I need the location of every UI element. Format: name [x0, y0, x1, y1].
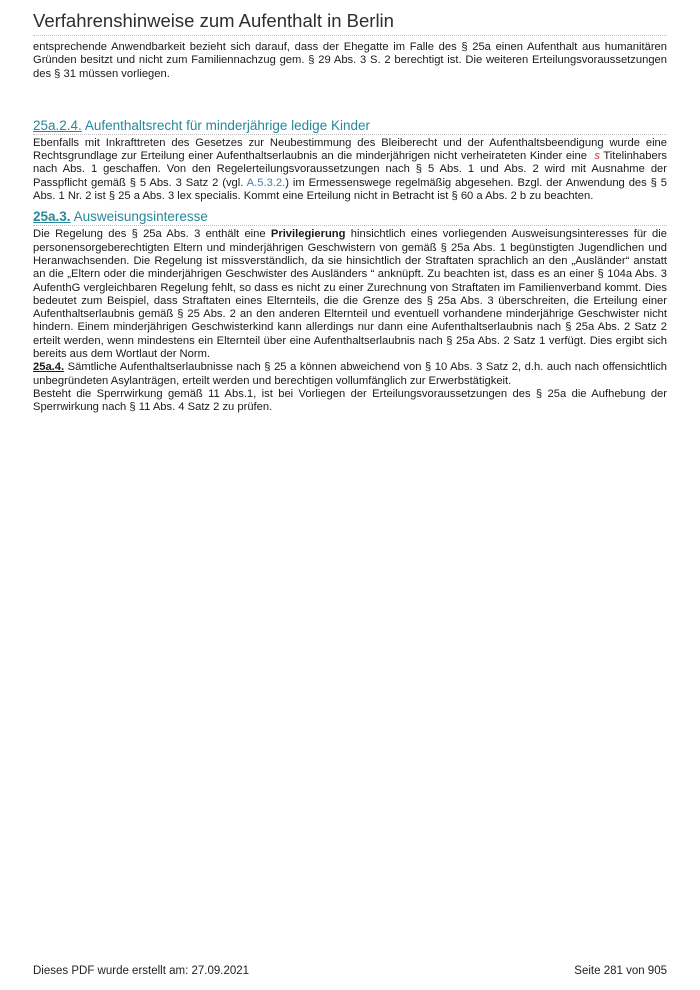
- spacer: [33, 81, 667, 118]
- section-4-text: Sämtliche Aufenthaltserlaubnisse nach § 25 a können abweichend von § 10 Abs. 3 Satz 2, d.h. auch nach offensichtlich unbegründeten Asylanträgen, erteilt werden und berechtigen vollumfänglich zur Erwerbstätigkeit.: [33, 361, 668, 387]
- document-body: [33, 41, 667, 415]
- section-2-4-marker: s: [594, 150, 600, 163]
- section-4-paragraph: [33, 361, 667, 388]
- section-2-4-paragraph: [33, 137, 667, 203]
- section-3-heading: [33, 209, 667, 226]
- section-3-bold-word: Privilegierung: [270, 228, 346, 241]
- intro-paragraph: entsprechende Anwendbarkeit bezieht sich darauf, dass der Ehegatte im Falle des § 25a einen Aufenthalt aus humanitären Gründen besitzt und nicht zum Familiennachzug gem. § 29 Abs. 3 S. 2 berechtigt ist. Die weiteren Erteilungsvoraussetzungen des § 31 müssen vorliegen.: [33, 41, 667, 80]
- footer-created-date: Dieses PDF wurde erstellt am: 27.09.2021: [33, 965, 250, 977]
- section-3-title: Ausweisungsinteresse: [73, 209, 208, 225]
- section-2-4-text-2: Titelinhabers nach Abs. 1 geschaffen. Von den Regelerteilungsvoraussetzungen nach § 5 Abs. 1 und Abs. 2 wird mit Ausnahme der Passpflicht gemäß § 5 Abs. 3 Satz 2 (vgl.: [33, 150, 668, 189]
- section-2-4-text-3: ) im Ermessenswege regelmäßig abgesehen. Bzgl. der Anwendung des § 5 Abs. 1 Nr. 2 ist § 25 a Abs. 3 lex specialis. Kommt eine Erteilung nicht in Betracht ist § 60 a Abs. 2 b zu beachten.: [33, 176, 667, 203]
- section-3-number[interactable]: 25a.3.: [33, 209, 71, 225]
- closing-paragraph: Besteht die Sperrwirkung gemäß 11 Abs.1, ist bei Vorliegen der Erteilungsvoraussetzungen des § 25a die Aufhebung der Sperrwirkung nach § 11 Abs. 4 Satz 2 zu prüfen.: [33, 387, 667, 414]
- section-2-4-heading: [33, 118, 667, 135]
- section-2-4-title: Aufenthaltsrecht für minderjährige ledige Kinder: [84, 117, 370, 133]
- section-4-number[interactable]: 25a.4.: [33, 361, 65, 374]
- footer-page-number: Seite 281 von 905: [574, 965, 667, 977]
- section-2-4-number[interactable]: 25a.2.4.: [33, 117, 82, 133]
- section-3-paragraph: [33, 228, 667, 361]
- section-3-text-2: hinsichtlich eines vorliegenden Ausweisungsinteresses für die personensorgeberechtigten Eltern und minderjährigen Geschwistern von gemäß § 25a Abs. 1 begünstigten Jugendlichen und Heranwachsenden. Die Regelung ist missverständlich, da sie hinsichtlich der Straftaten sprachlich an den „Ausländer“ anstatt an die „Eltern oder die minderjährigen Geschwister des Ausländers “ anknüpft. Zu beachten ist, dass es an einer § 104a Abs. 3 AufenthG vergleichbaren Regelung fehlt, so dass es nicht zu einer Zurechnung von Straftaten im Familienverband kommt. Dies bedeutet zum Beispiel, dass Straftaten eines Elternteils, die die Grenze des § 25a Abs. 3 überschreiten, die Erteilung einer Aufenthaltserlaubnis gemäß § 25 Abs. 2 an den anderen Elternteil und eventuell vorhandene minderjährige Geschwister nicht hindern. Einem minderjährigen Geschwisterkind kann allerdings nur dann eine Aufenthaltserlaubnis nach § 25a Abs. 2 Satz 2 erteilt werden, wenn mindestens ein Elternteil über eine Aufenthaltserlaubnis nach § 25a Abs. 2 Satz 1 verfügt. Dies ergibt sich bereits aus dem Wortlaut der Norm.: [33, 228, 667, 361]
- section-3-text-1: Die Regelung des § 25a Abs. 3 enthält eine: [33, 228, 266, 241]
- section-2-4-text-1: Ebenfalls mit Inkrafttreten des Gesetzes zur Neubestimmung des Bleiberecht und der Aufenthaltsbeendigung wurde eine Rechtsgrundlage zur Erteilung einer Aufenthaltserlaubnis an die minderjährigen nicht verheirateten Kinder eine: [33, 136, 667, 163]
- page-title: Verfahrenshinweise zum Aufenthalt in Berlin: [33, 10, 667, 36]
- section-2-4-reference-link[interactable]: A.5.3.2.: [246, 176, 286, 189]
